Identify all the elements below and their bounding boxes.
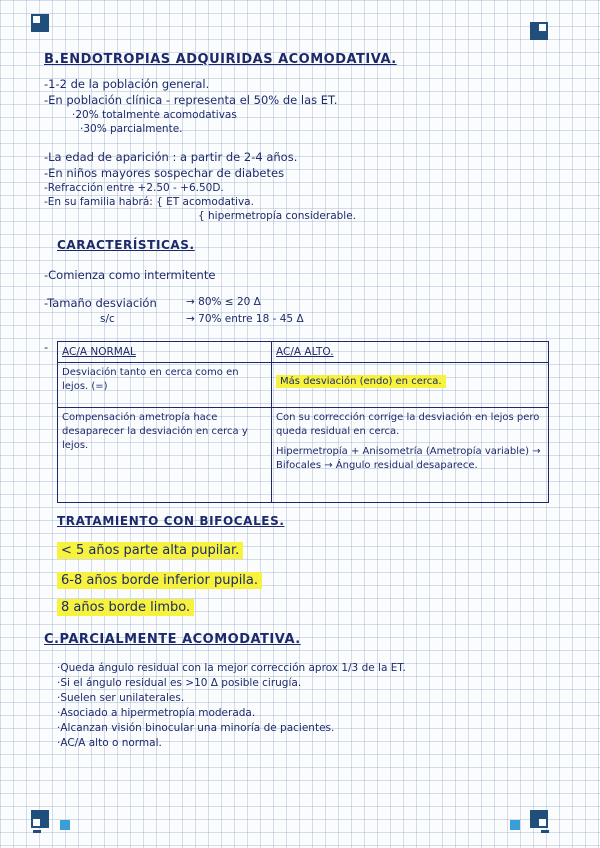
fact-line-4: -En su familia habrá: { ET acomodativa. [44, 196, 254, 208]
blue-square-left [60, 820, 70, 830]
fact-line-5: { hipermetropía considerable. [198, 210, 357, 222]
intro-line-4: ·30% parcialmente. [80, 123, 183, 135]
corner-mark-top-left [31, 14, 49, 32]
treatment-item-1 [57, 544, 243, 558]
table-header-high: AC/A ALTO. [272, 342, 549, 363]
table-cell-text: Con su corrección corrige la desviación en lejos pero queda residual en cerca. [276, 412, 540, 437]
characteristics-item-3: s/c [100, 313, 115, 325]
treatment-item-3-text: 8 años borde limbo. [57, 599, 194, 616]
table-header-row [58, 342, 549, 363]
dash-mark-right [541, 830, 549, 833]
fact-line-2: -En niños mayores sospechar de diabetes [44, 166, 285, 180]
intro-line-2: -En población clínica - representa el 50% de las ET. [44, 93, 338, 107]
partial-item-5: ·Alcanzan visión binocular una minoría de pacientes. [57, 722, 335, 734]
corner-mark-bottom-right [530, 810, 548, 828]
treatment-item-1-text: < 5 años parte alta pupilar. [57, 542, 243, 559]
treatment-item-2-text: 6-8 años borde inferior pupila. [57, 572, 262, 589]
partial-item-3: ·Suelen ser unilaterales. [57, 692, 185, 704]
intro-line-1: -1-2 de la población general. [44, 77, 210, 91]
treatment-title: TRATAMIENTO CON BIFOCALES. [57, 514, 285, 528]
corner-mark-top-right [530, 22, 548, 40]
characteristics-item-5: → 70% entre 18 - 45 Δ [186, 313, 304, 325]
table-dash: - [44, 340, 49, 354]
table-row [58, 408, 549, 503]
characteristics-title: CARACTERÍSTICAS. [57, 238, 195, 252]
table-row [58, 363, 549, 408]
fact-line-1: -La edad de aparición : a partir de 2-4 años. [44, 150, 298, 164]
table-cell-right [272, 408, 549, 503]
characteristics-item-1: -Comienza como intermitente [44, 268, 216, 282]
table-cell-highlight: Más desviación (endo) en cerca. [276, 375, 446, 388]
partial-item-1: ·Queda ángulo residual con la mejor corrección aprox 1/3 de la ET. [57, 662, 406, 674]
characteristics-item-4: → 80% ≤ 20 Δ [186, 296, 261, 308]
corner-mark-bottom-left [31, 810, 49, 828]
table-header-normal: AC/A NORMAL [58, 342, 272, 363]
table-cell-left [58, 408, 272, 503]
partial-item-6: ·AC/A alto o normal. [57, 737, 162, 749]
dash-mark-left [33, 830, 41, 833]
table-cell-text: Desviación tanto en cerca como en lejos. (=) [62, 367, 239, 392]
table-cell-right [272, 363, 549, 408]
intro-line-3: ·20% totalmente acomodativas [72, 109, 237, 121]
fact-line-3: -Refracción entre +2.50 - +6.50D. [44, 182, 224, 194]
table-cell-text: Compensación ametropía hace desaparecer la desviación en cerca y lejos. [62, 412, 248, 451]
blue-square-right [510, 820, 520, 830]
partial-item-4: ·Asociado a hipermetropía moderada. [57, 707, 256, 719]
treatment-item-2 [57, 574, 262, 588]
partial-item-2: ·Si el ángulo residual es >10 Δ posible cirugía. [57, 677, 302, 689]
treatment-item-3 [57, 601, 194, 615]
page-title: B.ENDOTROPIAS ADQUIRIDAS ACOMODATIVA. [44, 52, 397, 67]
partial-title: C.PARCIALMENTE ACOMODATIVA. [44, 632, 301, 647]
table-cell-left [58, 363, 272, 408]
acia-comparison-table [57, 341, 549, 503]
table-cell-text: Hipermetropía + Anisometría (Ametropía variable) → Bifocales → Ángulo residual desaparece. [276, 446, 541, 471]
characteristics-item-2: -Tamaño desviación [44, 296, 157, 310]
